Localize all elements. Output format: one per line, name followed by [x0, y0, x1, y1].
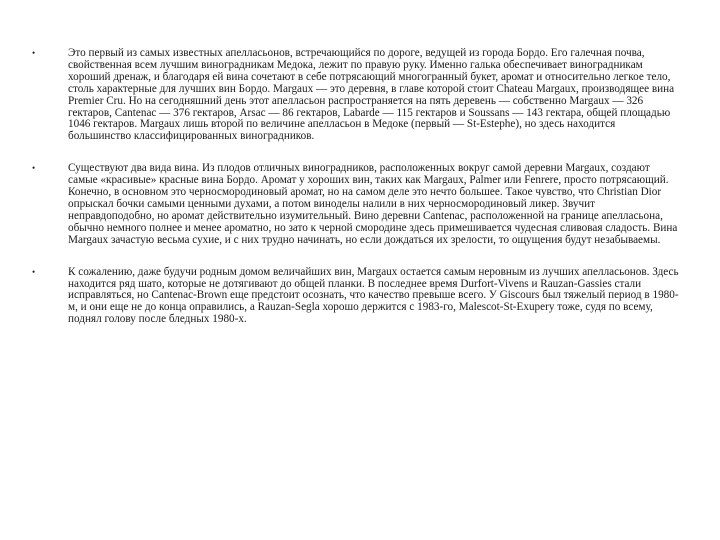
bullet-icon: • — [32, 48, 36, 58]
bullet-icon: • — [32, 163, 36, 174]
bullet-text: Существуют два вида вина. Из плодов отличных виноградников, расположенных вокруг самой деревни Margaux, создают самые «красивые» красные вина Бордо. Аромат у хороших вин, таких как Margaux, Palmer или Fenrere, просто потрясающий. Конечно, в основном это черносмородиновый аромат, но на самом деле это нечто большее. Такое чувство, что Christian Dior опрыскал бочки самыми ценными духами, а потом виноделы налили в них черносмородиновый ликер. Звучит неправдоподобно, но аромат действительно изумительный. Вино деревни Cantenac, расположенной на границе апелласьона, обычно немного полнее и менее ароматно, но зато к черной смородине здесь примешивается чудесная сливовая сладость. Вина Margaux зачастую весьма сухие, и с них трудно начинать, но если дождаться их зрелости, то ощущения будут незабываемы. — [68, 162, 678, 246]
bullet-item-3 — [32, 267, 680, 327]
bullet-text: К сожалению, даже будучи родным домом величайших вин, Margaux остается самым неровным из лучших апелласьонов. Здесь находится ряд шато, которые не дотягивают до общей планки. В последнее время Durfort-Vivens и Rauzan-Gassies стали исправляться, но Cantenac-Brown еще предстоит осознать, что качество превыше всего. У Giscours был тяжелый период в 1980-м, и они еще не до конца оправились, а Rauzan-Segla хорошо держится с 1983-го, Malescot-St-Exupery тоже, судя по всему, поднял голову после бледных 1980-х. — [68, 265, 679, 326]
bullet-icon: • — [32, 266, 36, 277]
bullet-item-1 — [32, 48, 680, 143]
bullet-item-2 — [32, 163, 680, 246]
bullet-text: Это первый из самых известных апелласьонов, встречающийся по дороге, ведущей из города Бордо. Его галечная почва, свойственная всем лучшим виноградникам Медока, лежит по правую руку. Именно галька обеспечивает виноградникам хороший дренаж, и благодаря ей вина сочетают в себе потрясающий многогранный букет, аромат и относительно легкое тело, столь характерные для лучших вин Бордо. Margaux — это деревня, в главе которой стоит Chateau Margaux, производящее вина Premier Cru. Но на сегодняшний день этот апелласьон распространяется на пять деревень — собственно Margaux — 326 гектаров, Cantenac — 376 гектаров, Arsac — 86 гектаров, Labarde — 115 гектаров и Soussans — 143 гектара, общей площадью 1046 гектаров. Margaux лишь второй по величине апелласьон в Медоке (первый — St-Estephe), но здесь находится большинство классифицированных виноградников. — [68, 47, 675, 143]
bullet-list — [32, 48, 680, 346]
